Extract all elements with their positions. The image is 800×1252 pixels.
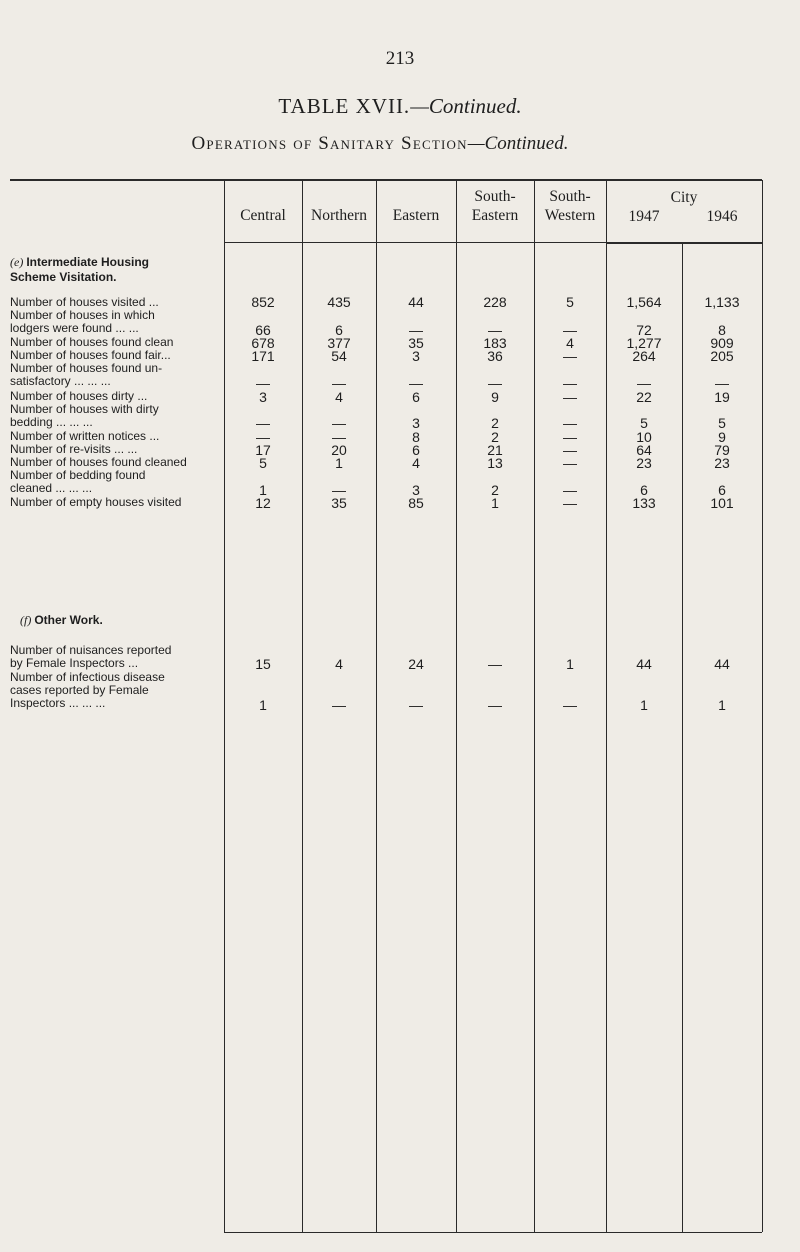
table-cell: 1 <box>259 482 267 498</box>
table-cell: 1 <box>640 697 648 713</box>
table-cell: — <box>332 375 346 391</box>
table-cell: 6 <box>335 322 343 338</box>
table-cell: — <box>563 322 577 338</box>
table-cell: — <box>256 415 270 431</box>
table-cell: 8 <box>412 429 420 445</box>
header-northern: Northern <box>311 207 367 224</box>
table-cell: 377 <box>327 335 351 351</box>
table-cell: 1,564 <box>626 294 662 310</box>
column-divider <box>682 243 683 1232</box>
table-cell: 19 <box>714 389 730 405</box>
row-label: Number of written notices ... <box>10 429 160 443</box>
table-cell: — <box>256 375 270 391</box>
table-cell: 101 <box>710 495 734 511</box>
table-cell: — <box>563 442 577 458</box>
subtitle-main: Operations of Sanitary Section <box>191 133 468 154</box>
table-cell: 54 <box>331 348 347 364</box>
table-cell: 228 <box>483 294 507 310</box>
table-cell: 205 <box>710 348 734 364</box>
table-cell: — <box>563 495 577 511</box>
table-cell: — <box>563 429 577 445</box>
table-cell: 3 <box>259 389 267 405</box>
column-divider <box>376 180 377 1232</box>
table-cell: 1 <box>491 495 499 511</box>
row-label: Number of re-visits ... ... <box>10 442 138 456</box>
table-cell: 6 <box>412 442 420 458</box>
row-label: Number of houses in which lodgers were found ... ... <box>10 308 155 335</box>
table-cell: 24 <box>408 656 424 672</box>
table-cell: 79 <box>714 442 730 458</box>
header-south-eastern: South- Eastern <box>471 188 519 224</box>
table-cell: — <box>409 375 423 391</box>
table-cell: 852 <box>251 294 275 310</box>
column-divider <box>302 180 303 1232</box>
header-south-western: South- Western <box>544 188 596 224</box>
table-cell: 22 <box>636 389 652 405</box>
table-cell: 678 <box>251 335 275 351</box>
table-cell: 4 <box>412 455 420 471</box>
table-cell: — <box>563 389 577 405</box>
column-divider <box>224 180 225 1232</box>
table-cell: 36 <box>487 348 503 364</box>
table-title-main: TABLE XVII. <box>278 94 411 118</box>
table-cell: 12 <box>255 495 271 511</box>
table-cell: 5 <box>640 415 648 431</box>
table-cell: 1 <box>259 697 267 713</box>
table-cell: 20 <box>331 442 347 458</box>
table-cell: 66 <box>255 322 271 338</box>
table-cell: 909 <box>710 335 734 351</box>
column-divider <box>534 180 535 1232</box>
header-city: City <box>670 189 698 206</box>
table-cell: 6 <box>640 482 648 498</box>
table-cell: 35 <box>408 335 424 351</box>
table-cell: 15 <box>255 656 271 672</box>
row-label: Number of houses found un- satisfactory ... ... ... <box>10 361 163 388</box>
table-cell: — <box>715 375 729 391</box>
section-heading <box>10 255 149 285</box>
table-cell: 10 <box>636 429 652 445</box>
table-cell: — <box>488 697 502 713</box>
table-cell: 183 <box>483 335 507 351</box>
header-city-1947: 1947 <box>628 208 660 225</box>
table-cell: 1 <box>566 656 574 672</box>
row-label: Number of houses with dirty bedding ... ... ... <box>10 402 159 429</box>
table-cell: 13 <box>487 455 503 471</box>
table-cell: 44 <box>714 656 730 672</box>
table-cell: 264 <box>632 348 656 364</box>
table-cell: — <box>563 482 577 498</box>
subtitle-continued: —Continued. <box>467 133 569 154</box>
table-cell: 2 <box>491 415 499 431</box>
table-title-continued: —Continued. <box>410 94 522 118</box>
table-cell: 3 <box>412 348 420 364</box>
table-top-rule <box>10 179 762 181</box>
row-label: Number of bedding found cleaned ... ... ... <box>10 468 146 495</box>
table-cell: — <box>256 429 270 445</box>
table-cell: — <box>332 415 346 431</box>
table-title <box>0 94 800 119</box>
column-divider <box>762 180 763 1232</box>
header-central: Central <box>240 207 286 224</box>
table-cell: 9 <box>718 429 726 445</box>
table-cell: 171 <box>251 348 275 364</box>
table-cell: — <box>637 375 651 391</box>
table-cell: 1,277 <box>626 335 662 351</box>
row-label: Number of houses dirty ... <box>10 389 148 403</box>
table-cell: 4 <box>335 656 343 672</box>
row-label: Number of houses found clean <box>10 335 174 349</box>
table-cell: — <box>409 322 423 338</box>
table-cell: 6 <box>718 482 726 498</box>
city-header-rule <box>606 243 762 244</box>
section-title: Intermediate Housing Scheme Visitation. <box>10 255 150 284</box>
section-letter: (f) <box>20 613 35 627</box>
table-cell: 4 <box>335 389 343 405</box>
table-cell: — <box>563 697 577 713</box>
table-cell: 85 <box>408 495 424 511</box>
table-cell: — <box>332 697 346 713</box>
table-cell: — <box>488 375 502 391</box>
table-subtitle <box>0 133 760 155</box>
table-cell: 1 <box>335 455 343 471</box>
table-cell: — <box>332 482 346 498</box>
table-cell: 44 <box>408 294 424 310</box>
table-cell: 23 <box>714 455 730 471</box>
table-cell: 435 <box>327 294 351 310</box>
column-divider <box>606 180 607 1232</box>
table-cell: 9 <box>491 389 499 405</box>
table-cell: 1,133 <box>704 294 740 310</box>
row-label: Number of houses found fair... <box>10 348 171 362</box>
header-eastern: Eastern <box>392 207 440 224</box>
table-cell: — <box>563 348 577 364</box>
page-number: 213 <box>385 48 415 69</box>
table-cell: 44 <box>636 656 652 672</box>
section-title: Other Work. <box>34 613 103 627</box>
table-cell: 3 <box>412 482 420 498</box>
table-cell: 5 <box>259 455 267 471</box>
table-cell: — <box>488 322 502 338</box>
section-heading <box>20 613 103 628</box>
column-divider <box>456 180 457 1232</box>
table-cell: — <box>332 429 346 445</box>
table-cell: 21 <box>487 442 503 458</box>
table-cell: — <box>488 656 502 672</box>
row-label: Number of infectious disease cases reported by Female Inspectors ... ... ... <box>10 670 165 710</box>
row-label: Number of houses visited ... <box>10 295 159 309</box>
table-cell: 6 <box>412 389 420 405</box>
row-label: Number of nuisances reported by Female Inspectors ... <box>10 643 172 670</box>
table-cell: 23 <box>636 455 652 471</box>
table-cell: 8 <box>718 322 726 338</box>
table-cell: 2 <box>491 429 499 445</box>
table-cell: 1 <box>718 697 726 713</box>
table-cell: 64 <box>636 442 652 458</box>
table-cell: 5 <box>718 415 726 431</box>
header-city-1946: 1946 <box>706 208 738 225</box>
table-cell: 2 <box>491 482 499 498</box>
section-letter: (e) <box>10 255 27 269</box>
row-label: Number of houses found cleaned <box>10 455 187 469</box>
table-cell: 133 <box>632 495 656 511</box>
table-bottom-rule <box>224 1232 762 1233</box>
table-cell: 17 <box>255 442 271 458</box>
table-cell: — <box>563 415 577 431</box>
table-cell: 4 <box>566 335 574 351</box>
table-cell: 72 <box>636 322 652 338</box>
table-cell: 35 <box>331 495 347 511</box>
table-cell: 5 <box>566 294 574 310</box>
table-cell: — <box>563 375 577 391</box>
row-label: Number of empty houses visited <box>10 495 182 509</box>
table-cell: — <box>563 455 577 471</box>
table-cell: — <box>409 697 423 713</box>
table-cell: 3 <box>412 415 420 431</box>
